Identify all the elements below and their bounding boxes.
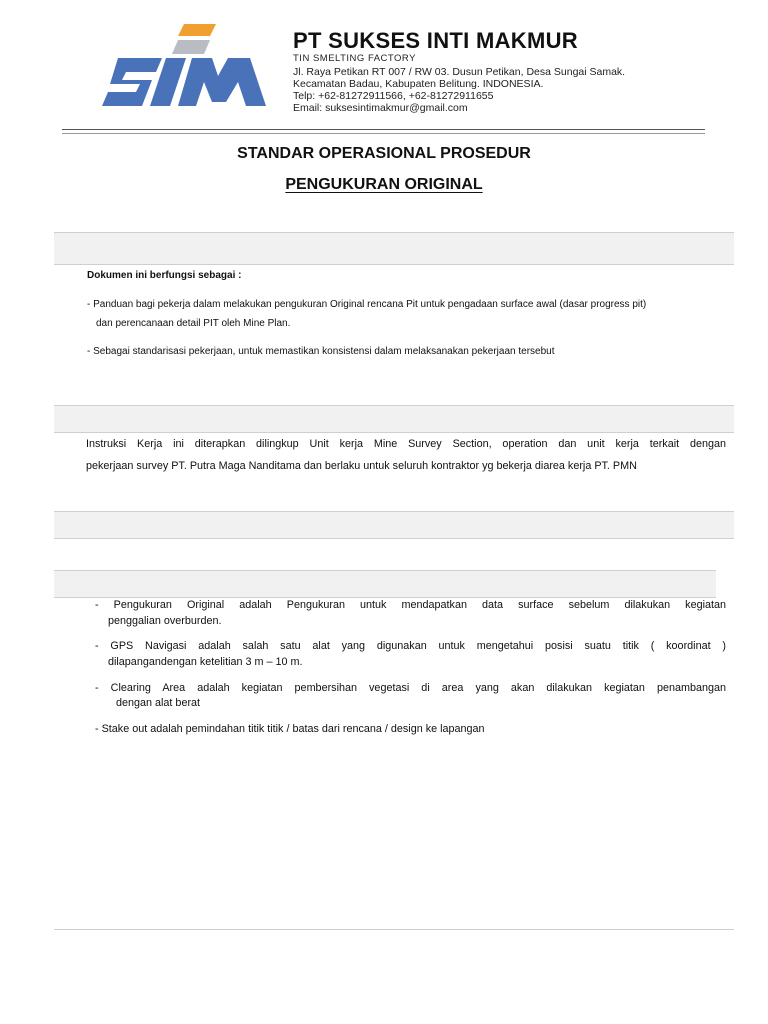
section-band-3 bbox=[54, 511, 734, 539]
header-divider-thin bbox=[62, 133, 705, 134]
scope-line-2: pekerjaan survey PT. Putra Maga Nanditama dan berlaku untuk seluruh kontraktor yg bekerja diarea kerja PT. PMN bbox=[86, 460, 637, 472]
definition-1: - Pengukuran Original adalah Pengukuran untuk mendapatkan data surface sebelum dilakukan kegiatan bbox=[95, 599, 726, 611]
address-line-2: Kecamatan Badau, Kabupaten Belitung. INDONESIA. bbox=[293, 78, 544, 90]
bottom-divider bbox=[54, 929, 734, 930]
definition-4: - Stake out adalah pemindahan titik titik / batas dari rencana / design ke lapangan bbox=[95, 723, 485, 735]
definition-3: - Clearing Area adalah kegiatan pembersihan vegetasi di area yang akan dilakukan kegiatan penambangan bbox=[95, 682, 726, 694]
document-title: STANDAR OPERASIONAL PROSEDUR bbox=[237, 145, 531, 162]
logo-blue-m bbox=[178, 58, 266, 106]
company-logo bbox=[100, 24, 268, 110]
company-tagline: TIN SMELTING FACTORY bbox=[293, 53, 416, 64]
scope-line-1: Instruksi Kerja ini diterapkan dilingkup Unit kerja Mine Survey Section, operation dan unit kerja terkait dengan bbox=[86, 438, 726, 450]
section-band-definitions bbox=[54, 570, 716, 598]
purpose-heading: Dokumen ini berfungsi sebagai : bbox=[87, 270, 242, 281]
subtitle-text: PENGUKURAN ORIGINAL bbox=[285, 176, 483, 193]
section-band-scope bbox=[54, 405, 734, 433]
document-subtitle bbox=[0, 176, 768, 194]
logo-grey-bar bbox=[172, 40, 210, 54]
definition-3-cont: dengan alat berat bbox=[116, 697, 201, 709]
purpose-item-2: - Sebagai standarisasi pekerjaan, untuk memastikan konsistensi dalam melaksanakan pekerjaan tersebut bbox=[87, 346, 555, 357]
section-band-purpose bbox=[54, 232, 734, 265]
purpose-item-1: - Panduan bagi pekerja dalam melakukan pengukuran Original rencana Pit untuk pengadaan surface awal (dasar progress pit) bbox=[87, 299, 647, 310]
logo-orange-bar bbox=[178, 24, 216, 36]
phone-line: Telp: +62-81272911566, +62-81272911655 bbox=[293, 90, 494, 102]
definition-2: - GPS Navigasi adalah salah satu alat yang digunakan untuk mengetahui posisi suatu titik ( koordinat ) bbox=[95, 640, 726, 652]
definition-2-cont: dilapangandengan ketelitian 3 m – 10 m. bbox=[108, 656, 303, 668]
purpose-item-1-cont: dan perencanaan detail PIT oleh Mine Plan. bbox=[96, 318, 291, 329]
company-name: PT SUKSES INTI MAKMUR bbox=[293, 28, 578, 53]
definition-1-cont: penggalian overburden. bbox=[108, 615, 222, 627]
address-line-1: Jl. Raya Petikan RT 007 / RW 03. Dusun Petikan, Desa Sungai Samak. bbox=[293, 66, 626, 78]
email-line: Email: suksesintimakmur@gmail.com bbox=[293, 102, 468, 114]
header-divider bbox=[62, 129, 705, 130]
